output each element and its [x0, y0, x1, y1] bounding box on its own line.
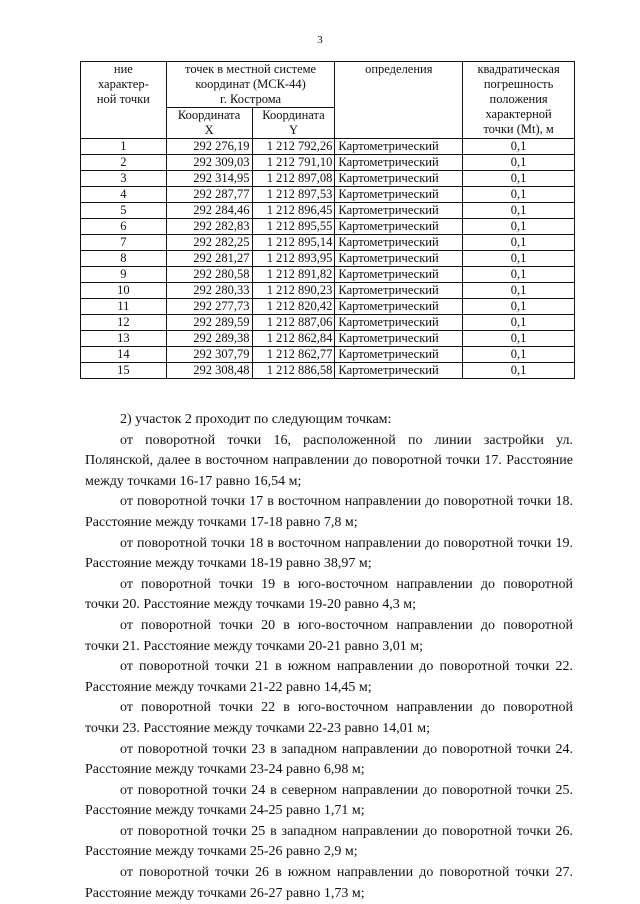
route-segment-paragraph: от поворотной точки 16, расположенной по линии застройки ул. Полянской, далее в восточном направлении до поворотной точки 17. Расстояние между точками 16-17 равно 16,54 м; — [85, 432, 573, 489]
point-number-cell: 2 — [81, 155, 167, 171]
point-number-cell: 11 — [81, 299, 167, 315]
table-header-row — [81, 62, 575, 108]
table-row — [81, 315, 575, 331]
point-number-cell: 12 — [81, 315, 167, 331]
accuracy-cell: 0,1 — [463, 299, 575, 315]
method-cell: Картометрический — [335, 219, 463, 235]
accuracy-cell: 0,1 — [463, 219, 575, 235]
accuracy-cell: 0,1 — [463, 235, 575, 251]
method-cell: Картометрический — [335, 203, 463, 219]
point-number-cell: 7 — [81, 235, 167, 251]
section-heading: 2) участок 2 проходит по следующим точкам: — [120, 412, 392, 427]
method-cell: Картометрический — [335, 299, 463, 315]
table-row — [81, 235, 575, 251]
coordinate-y-cell: 1 212 886,58 — [252, 363, 335, 379]
accuracy-cell: 0,1 — [463, 363, 575, 379]
accuracy-cell: 0,1 — [463, 331, 575, 347]
route-segment-paragraph: от поворотной точки 23 в западном направлении до поворотной точки 24. Расстояние между точками 23-24 равно 6,98 м; — [85, 741, 573, 778]
coordinates-table — [80, 61, 575, 379]
point-number-cell: 8 — [81, 251, 167, 267]
coordinate-y-cell: 1 212 792,26 — [252, 139, 335, 155]
point-number-cell: 10 — [81, 283, 167, 299]
route-segment-paragraph: от поворотной точки 24 в северном направлении до поворотной точки 25. Расстояние между точками 24-25 равно 1,71 м; — [85, 782, 573, 819]
route-description — [85, 410, 573, 904]
table-row — [81, 299, 575, 315]
point-number-cell: 6 — [81, 219, 167, 235]
accuracy-cell: 0,1 — [463, 251, 575, 267]
header-x: Координата X — [166, 108, 252, 139]
header-method: определения — [335, 62, 463, 139]
route-segment-paragraph: от поворотной точки 18 в восточном направлении до поворотной точки 19. Расстояние между точками 18-19 равно 38,97 м; — [85, 535, 573, 572]
method-cell: Картометрический — [335, 187, 463, 203]
coordinate-y-cell: 1 212 862,77 — [252, 347, 335, 363]
header-point-number: ние характер- ной точки — [81, 62, 167, 139]
method-cell: Картометрический — [335, 139, 463, 155]
coordinate-x-cell: 292 287,77 — [166, 187, 252, 203]
point-number-cell: 15 — [81, 363, 167, 379]
coordinate-y-cell: 1 212 895,55 — [252, 219, 335, 235]
table-row — [81, 187, 575, 203]
coordinate-x-cell: 292 289,59 — [166, 315, 252, 331]
table-row — [81, 251, 575, 267]
table-row — [81, 363, 575, 379]
coordinate-y-cell: 1 212 895,14 — [252, 235, 335, 251]
coordinate-x-cell: 292 284,46 — [166, 203, 252, 219]
coordinate-x-cell: 292 289,38 — [166, 331, 252, 347]
coordinate-y-cell: 1 212 896,45 — [252, 203, 335, 219]
route-segment-paragraph: от поворотной точки 21 в южном направлении до поворотной точки 22. Расстояние между точками 21-22 равно 14,45 м; — [85, 659, 573, 695]
method-cell: Картометрический — [335, 171, 463, 187]
method-cell: Картометрический — [335, 267, 463, 283]
coordinate-x-cell: 292 307,79 — [166, 347, 252, 363]
header-accuracy: квадратическая погрешность положения характерной точки (Mt), м — [463, 62, 575, 139]
point-number-cell: 1 — [81, 139, 167, 155]
method-cell: Картометрический — [335, 315, 463, 331]
coordinate-x-cell: 292 277,73 — [166, 299, 252, 315]
accuracy-cell: 0,1 — [463, 203, 575, 219]
coordinate-x-cell: 292 280,58 — [166, 267, 252, 283]
point-number-cell: 14 — [81, 347, 167, 363]
accuracy-cell: 0,1 — [463, 347, 575, 363]
accuracy-cell: 0,1 — [463, 267, 575, 283]
table-row — [81, 219, 575, 235]
coordinate-y-cell: 1 212 820,42 — [252, 299, 335, 315]
coordinate-y-cell: 1 212 893,95 — [252, 251, 335, 267]
accuracy-cell: 0,1 — [463, 187, 575, 203]
point-number-cell: 5 — [81, 203, 167, 219]
coordinate-x-cell: 292 314,95 — [166, 171, 252, 187]
coordinate-x-cell: 292 276,19 — [166, 139, 252, 155]
route-segment-paragraph: от поворотной точки 19 в юго-восточном направлении до поворотной точки 20. Расстояние между точками 19-20 равно 4,3 м; — [85, 576, 573, 613]
table-row — [81, 283, 575, 299]
route-segment-paragraph: от поворотной точки 20 в юго-восточном направлении до поворотной точки 21. Расстояние между точками 20-21 равно 3,01 м; — [85, 617, 573, 654]
point-number-cell: 9 — [81, 267, 167, 283]
point-number-cell: 4 — [81, 187, 167, 203]
table-row — [81, 171, 575, 187]
coordinate-y-cell: 1 212 862,84 — [252, 331, 335, 347]
coordinate-x-cell: 292 309,03 — [166, 155, 252, 171]
route-segment-paragraph: от поворотной точки 26 в южном направлении до поворотной точки 27. Расстояние между точками 26-27 равно 1,73 м; — [85, 865, 573, 901]
table-row — [81, 155, 575, 171]
coordinate-y-cell: 1 212 897,08 — [252, 171, 335, 187]
coordinate-x-cell: 292 280,33 — [166, 283, 252, 299]
accuracy-cell: 0,1 — [463, 139, 575, 155]
method-cell: Картометрический — [335, 235, 463, 251]
accuracy-cell: 0,1 — [463, 283, 575, 299]
coordinate-y-cell: 1 212 890,23 — [252, 283, 335, 299]
table-row — [81, 347, 575, 363]
page-number: 3 — [317, 34, 323, 46]
header-y: Координата Y — [252, 108, 335, 139]
route-segment-paragraph: от поворотной точки 22 в юго-восточном направлении до поворотной точки 23. Расстояние между точками 22-23 равно 14,01 м; — [85, 700, 573, 736]
table-row — [81, 139, 575, 155]
coordinate-x-cell: 292 282,83 — [166, 219, 252, 235]
method-cell: Картометрический — [335, 331, 463, 347]
accuracy-cell: 0,1 — [463, 315, 575, 331]
route-segment-paragraph: от поворотной точки 25 в западном направлении до поворотной точки 26. Расстояние между точками 25-26 равно 2,9 м; — [85, 823, 573, 860]
header-coordinate-system: точек в местной системе координат (МСК-44) г. Кострома — [166, 62, 335, 108]
coordinate-y-cell: 1 212 891,82 — [252, 267, 335, 283]
coordinate-y-cell: 1 212 897,53 — [252, 187, 335, 203]
method-cell: Картометрический — [335, 251, 463, 267]
route-segment-paragraph: от поворотной точки 17 в восточном направлении до поворотной точки 18. Расстояние между точками 17-18 равно 7,8 м; — [85, 494, 573, 530]
method-cell: Картометрический — [335, 363, 463, 379]
coordinate-y-cell: 1 212 887,06 — [252, 315, 335, 331]
coordinate-x-cell: 292 308,48 — [166, 363, 252, 379]
coordinate-y-cell: 1 212 791,10 — [252, 155, 335, 171]
table-row — [81, 267, 575, 283]
method-cell: Картометрический — [335, 155, 463, 171]
coordinate-x-cell: 292 281,27 — [166, 251, 252, 267]
table-row — [81, 203, 575, 219]
accuracy-cell: 0,1 — [463, 171, 575, 187]
accuracy-cell: 0,1 — [463, 155, 575, 171]
point-number-cell: 13 — [81, 331, 167, 347]
table-row — [81, 331, 575, 347]
method-cell: Картометрический — [335, 347, 463, 363]
coordinate-x-cell: 292 282,25 — [166, 235, 252, 251]
point-number-cell: 3 — [81, 171, 167, 187]
method-cell: Картометрический — [335, 283, 463, 299]
